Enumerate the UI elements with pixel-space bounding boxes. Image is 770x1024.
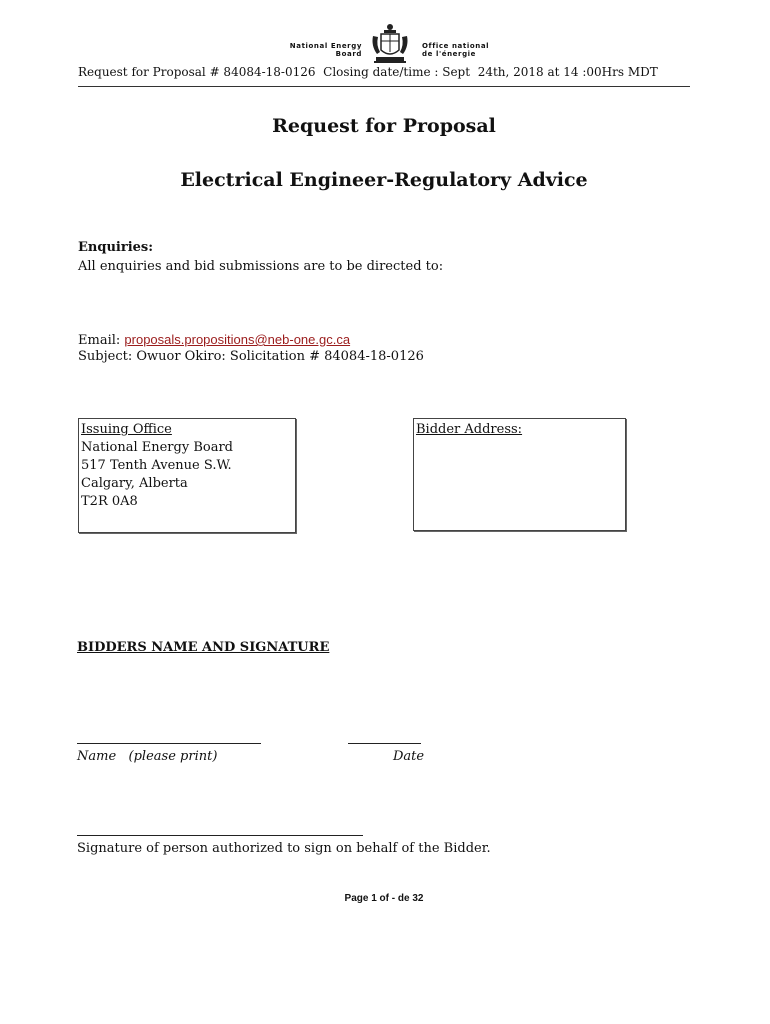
email-link[interactable]: proposals.propositions@neb-one.gc.ca	[124, 332, 351, 347]
logo-english-text	[276, 42, 362, 58]
enquiries-text: All enquiries and bid submissions are to be directed to:	[78, 259, 444, 274]
logo-en-line1: National Energy	[289, 42, 362, 50]
issuing-office-heading: Issuing Office	[81, 422, 172, 437]
email-label: Email:	[78, 333, 125, 348]
document-subtitle: Electrical Engineer-Regulatory Advice	[180, 169, 588, 191]
bidder-address-heading: Bidder Address:	[416, 422, 523, 437]
document-title: Request for Proposal	[272, 115, 496, 137]
logo-fr-line2: de l'énergie	[422, 50, 477, 58]
running-header: Request for Proposal # 84084-18-0126 Closing date/time : Sept 24th, 2018 at 14 :00Hrs MDT	[78, 65, 658, 79]
letterhead-logo	[276, 22, 496, 66]
subject-line: Subject: Owuor Okiro: Solicitation # 84084-18-0126	[78, 349, 424, 364]
issuing-office-line: T2R 0A8	[81, 494, 138, 509]
logo-french-text	[422, 42, 502, 58]
header-rule	[78, 86, 690, 87]
bidder-address-box[interactable]	[413, 418, 626, 531]
name-label: Name (please print)	[77, 749, 218, 764]
signature-section-heading: BIDDERS NAME AND SIGNATURE	[77, 640, 330, 655]
signature-label: Signature of person authorized to sign on behalf of the Bidder.	[77, 841, 491, 856]
page-number: Page 1 of - de 32	[344, 893, 424, 904]
authorized-signature-line[interactable]	[77, 835, 363, 836]
date-label: Date	[393, 749, 425, 764]
date-signature-line[interactable]	[348, 743, 421, 744]
enquiries-heading: Enquiries:	[78, 240, 154, 255]
name-signature-line[interactable]	[77, 743, 261, 744]
logo-en-line2: Board	[335, 50, 362, 58]
issuing-office-line: National Energy Board	[81, 440, 233, 455]
issuing-office-line: Calgary, Alberta	[81, 476, 188, 491]
issuing-office-line: 517 Tenth Avenue S.W.	[81, 458, 232, 473]
coat-of-arms-icon	[368, 22, 412, 66]
issuing-office-box	[78, 418, 296, 533]
logo-fr-line1: Office national	[422, 42, 490, 50]
